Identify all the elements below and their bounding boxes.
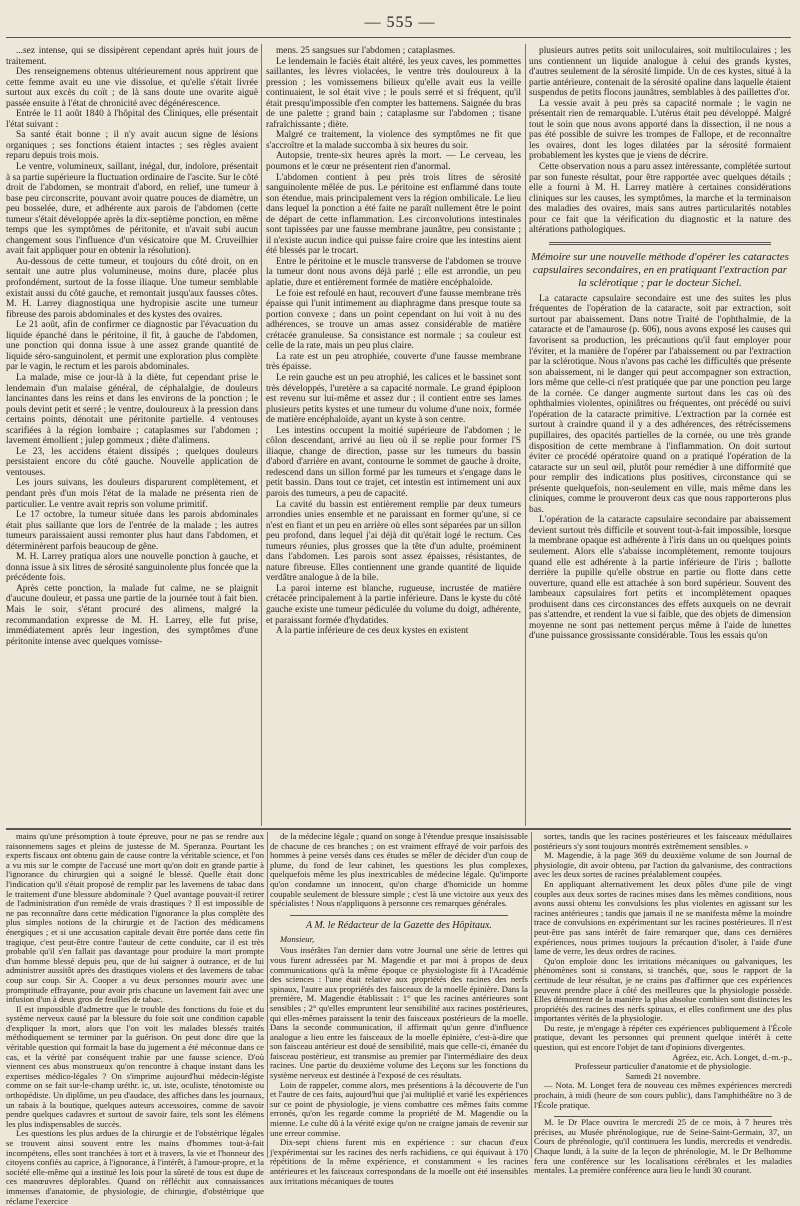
paragraph: Sa santé était bonne ; il n'y avait aucun signe de lésions organiques ; ses fonctions étaient intactes ; ses règles avaient reparu depuis trois mois. — [6, 130, 258, 162]
paragraph: La paroi interne est blanche, rugueuse, incrustée de matière crétacée principalement à la partie inférieure. Dans le kyste du côté gauche existe une tumeur pédiculée du volume du doigt, adhérente, et paraissant formée d'hydatides. — [266, 583, 521, 626]
paragraph: mains qu'une présomption à toute épreuve, pour ne pas se rendre aux raisonnemens sages et pleins de justesse de M. Speranza. Pourtant les experts fiscaux ont obtenu gain de cause contre la véritable science, et l'on a vu mis sur le compte de l'accusé une mort qu'on doit en grande partie à l'ignorance du chirurgien qui a soigné le blessé. Quelle était donc l'indication qu'il s'était proposé de remplir par les lavemens de tabac dans le traitement d'une blessure abdominale ? Quel avantage pouvait-il retirer de l'administration d'un remède de vrais drastiques ? Il est impossible de ne pas reconnaître dans cette médication l'ignorance la plus complète des plus simples notions de la chirurgie et de l'action des médicamens énergiques ; et si une accusation capitale devait être portée dans cette fin tragique, c'est peut-être contre l'auteur de cette conduite, car il est très probable qu'il s'en fallait pas davantage pour produire la mort prompte d'un homme blessé depuis peu, que de lui saigner à outrance, et de lui administrer aussitôt après des drastiques violens et des lavemens de tabac coup sur coup. Sir A. Cooper a vu deux personnes mourir avec une promptitude effrayante, pour avoir pris chacune un lavement fait avec une infusion d'un à deux gros de feuilles de tabac. — [6, 831, 264, 1005]
paragraph: Le rein gauche est un peu atrophié, les calices et le bassinet sont très développés, l'uretère a sa capacité normale. Le grand épiploon est revenu sur lui-même et assez dur ; il contient entre ses lames plusieurs petits kystes et une tumeur du volume d'une noix, formée de matière encéphaloïde, ayant un kyste à son centre. — [266, 372, 521, 426]
fold-rule — [6, 828, 791, 830]
letter-continuation — [534, 832, 792, 1053]
paragraph: La cavité du bassin est entièrement remplie par deux tumeurs arrondies unies ensemble et ne paraissant en former qu'une, si ce n'est en fiant et un peu en arrière où elles sont séparées par un sillon peu profond, dans lequel j'ai déjà dit qu'était logé le rectum. Ces tumeurs réunies, plus grosses que la tête d'un adulte, proéminent dans l'abdomen. Les parois sont assez épaisses, résistantes, de nature fibreuse. Elles contiennent une grande quantité de liquide verdâtre analogue à de la bile. — [266, 499, 521, 584]
paragraph: Au-dessous de cette tumeur, et toujours du côté droit, on en sentait une autre plus volumineuse, moins dure, placée plus profondément, surtout de la fosse iliaque. Une tumeur semblable existait aussi du côté gauche, et remontait jusqu'aux fausses côtes. M. H. Larrey diagnostiqua une hydropisie ascite une tumeur fibreuse des parois abdominales et des kystes des ovaires. — [6, 256, 258, 320]
column-top-2 — [266, 46, 521, 826]
paragraph: Du reste, je m'engage à répéter ces expériences publiquement à l'École pratique, devant les personnes qui prennent quelque intérêt à cette question, qui est encore l'objet de tant d'opinions divergentes. — [534, 1022, 792, 1053]
column-divider — [267, 832, 268, 1158]
letter-date: Samedi 21 novembre. — [625, 1070, 701, 1081]
section-rule — [549, 244, 771, 245]
paragraph: En appliquant alternativement les deux pôles d'une pile de vingt couples aux deux sortes de racines mises dans les mêmes conditions, nous avons aussi obtenu les convulsions les plus violentes en agissant sur les racines antérieures ; tandis que jamais il ne se manifesta même la moindre trace de convulsions en expérimentant sur les racines postérieures. Il n'est peut-être pas sans intérêt de faire remarquer que, dans ces dernières expériences, nous primes toujours la précaution d'isoler, à l'aide d'une lame de verre, les deux ordres de racines. — [534, 878, 792, 957]
column-bottom-2 — [270, 831, 528, 1186]
header-rule — [6, 37, 791, 38]
paragraph: La vessie avait à peu près sa capacité normale ; le vagin ne présentait rien de remarquable. L'utérus était peu développé. Malgré tout le soin que nous avons apporté dans la dissection, il ne nous a pas été possible de suivre les trompes de Fallope, et de reconnaître les ovaires, dont les loges dilatées par la sérosité formaient probablement les kystes que je viens de décrire. — [529, 98, 791, 162]
column-divider — [525, 44, 526, 826]
paragraph: La rate est un peu atrophiée, couverte d'une fausse membrane très épaisse. — [266, 351, 521, 373]
page-number: — 555 — — [364, 14, 436, 31]
paragraph: Les jours suivans, les douleurs disparurent complètement, et pendant près d'un mois l'état de la malade ne présenta rien de particulier. Le ventre avait repris son volume primitif. — [6, 478, 258, 510]
paragraph: Le 17 octobre, la tumeur située dans les parois abdominales était plus saillante que lors de l'entrée de la malade ; les autres tumeurs paraissaient aussi remonter plus haut dans l'abdomen, et déterminèrent parfois beaucoup de gêne. — [6, 510, 258, 552]
paragraph: Cette observation nous a paru assez intéressante, complétée surtout par son funeste résultat, pour être rapportée avec quelques détails ; elle a fourni à M. H. Larrey matière à certaines considérations cliniques sur les causes, les symptômes, la marche et la terminaison des maladies des ovaires, mais sans autres particularités notables pour ce fait que la vérification du diagnostic et la nature des altérations pathologiques. — [529, 162, 791, 236]
article-title: Mémoire sur une nouvelle méthode d'opérer les cataractes capsulaires secondaires, en en pratiquant l'extraction par la sclérotique ; par le docteur Sichel. — [531, 250, 789, 289]
paragraph: Loin de rappeler, comme alors, mes présentions à la découverte de l'un et l'autre de ces faits, aujourd'hui que j'ai multiplié et varié les expériences sur ce point de physiologie, je viens combattre ces mêmes faits comme erronés, qu'on les regarde comme la propriété de M. Magendie ou la mienne. Le culte dû à la vérité exige qu'on ne craigne jamais de revenir sur une erreur commise. — [270, 1079, 528, 1138]
paragraph: Il est impossible d'admettre que le trouble des fonctions du foie et du système nerveux causé par la blessure du foie soit une condition capable d'expliquer la mort, alors que l'on voit les malades blessés traités méthodiquement se terminer par la guérison. On peut donc dire que la véritable question qui formait la base du jugement a été méconnue dans ce cas, et la vérité par conséquent trahie par une fausse science. D'où viennent ces abus monstrueux qu'on rencontre à chaque instant dans les expertises médico-légales ? On s'imprime aujourd'hui médecin-légiste comme on se fait sur-le-champ uréthr. ic, ut. iste, oculiste, ténotomiste ou orthopédiste. Un diplôme, un peu d'audace, des affiches dans les journaux, un rabais à la boutique, quelques auteurs accessoires, comme de savoir pendre quelques cadavres et surtout de savoir faire, tels sont les élémens les plus indispensables de succès. — [6, 1003, 264, 1129]
paragraph: Le foie est refoulé en haut, recouvert d'une fausse membrane très épaisse qui l'unit intimement au diaphragme dans presque toute sa portion convexe ; dans un point cependant on lui voit à nu des adhérences, se trouve un amas assez considérable de matière crétacée granuleuse. Sa consistance est normale ; sa couleur est celle de la rate, mais un peu plus claire. — [266, 288, 521, 352]
paragraph: Qu'on emploie donc les irritations mécaniques ou galvaniques, les phénomènes sont si constans, si tranchés, que, sous le rapport de la certitude de leur résultat, je ne crains pas d'affirmer que ces expériences peuvent prendre place à côté des meilleures que la physiologie possède. Elles démontrent de la manière la plus absolue combien sont distinctes les propriétés des racines des nerfs spinaux, et elles confirment une des plus importantes vérités de la physiologie. — [534, 955, 792, 1024]
medicolegal-conclusion — [270, 832, 528, 909]
letter-signature: Agréez, etc. Ach. Longet, d.-m.-p., — [672, 1051, 792, 1062]
column-divider — [261, 44, 262, 826]
paragraph: de la médecine légale ; quand on songe à l'étendue presque insaisissable de chacune de ces branches ; on est vraiment effrayé de voir parfois des hommes à peine versés dans ces études se mêler de décider d'un coup de plume, du fond de leur cabinet, les questions les plus complexes, quelquefois même les plus inextricables de médecine légale. Qu'importe qu'on condamne un innocent, qu'on charge d'homicide un homme coupable seulement de blessure simple ; c'est là une victoire aux yeux des spécialistes ! Nous n'appliquons à personne ces remarques générales. — [270, 831, 528, 909]
paragraph: A la partie inférieure de ces deux kystes en existent — [276, 626, 469, 637]
letter-salutation: Monsieur, — [280, 933, 315, 944]
paragraph: plusieurs autres petits soit uniloculaires, soit multiloculaires ; les uns contiennent un liquide analogue à celui des grands kystes, d'autres seulement de la sérosité limpide. Un de ces kystes, situé à la partie antérieure, contenait de la sérosité opaline dans laquelle étaient suspendus de petits flocons jaunâtres, semblables à des paillettes d'or. — [529, 46, 791, 99]
paragraph: La cataracte capsulaire secondaire est une des suites les plus fréquentes de l'opération de la cataracte, soit par extraction, soit surtout par abaissement. Dans notre Traité de l'ophthalmie, de la cataracte et de l'amaurose (p. 606), nous avons exposé les causes qui favorisent sa production, les précautions qu'il faut employer pour l'éviter, et la manière de l'opérer par l'abaissement ou par l'extraction par la sclérotique. Nous n'avons pas caché les difficultés que présente son abaissement, ni le danger qui peut accompagner son extraction, lors même que celle-ci n'est pratiquée que par une ponction peu large de la cornée. Ce danger augmente surtout dans les cas où des ophthalmies violentes, opiniâtres ou fréquentes, ont précédé ou suivi l'opération de la cataracte primitive. L'extraction par la cornée est surtout à craindre quand il y a des adhérences, des rétrécissemens pupillaires, des opacités partielles de la cornée, ou une très grande disposition de cette membrane à l'inflammation. On doit surtout éviter ce procédé opératoire quand on a pratiqué l'opération de la cataracte sur un seul œil, plutôt pour remédier à une difformité que pour remplir des indications plus positives, circonstance qui se présente quelquefois, non-seulement en ville, mais même dans les cliniques, comme le prouveront deux cas que nous rapporterons plus bas. — [529, 293, 791, 515]
paragraph: Entre le péritoine et le muscle transverse de l'abdomen se trouve la tumeur dont nous avons déjà parlé ; elle est arrondie, un peu aplatie, dure et entièrement formée de matière encéphaloïde. — [266, 256, 521, 289]
paragraph: Les intestins occupent la moitié supérieure de l'abdomen ; le côlon descendant, arrivé au lieu où il se replie pour former l'S iliaque, change de direction, passe sur les tumeurs du bassin d'abord d'arrière en avant, contourne le sommet de gauche à droite, redescend dans un sillon formé par les tumeurs et s'engage dans le petit bassin. Dans tout ce trajet, cet intestin est intimement uni aux parois des tumeurs, a peu de capacité. — [266, 425, 521, 499]
paragraph: sortes, tandis que les racines postérieures et les faisceaux médullaires postérieurs s'y sont toujours montrés extrêmement sensibles. » — [534, 831, 792, 851]
column-bottom-3 — [534, 831, 792, 1176]
paragraph: L'opération de la cataracte capsulaire secondaire par abaissement devient surtout très difficile et souvent tout-à-fait impossible, lorsque la membrane opaque est adhérente à l'iris dans un ou quelques points seulement. Alors elle s'abaisse incomplètement, remonte toujours quand elle est adhérente à la partie inférieure de l'iris ; ballotte derrière la pupille qu'elle obstrue en partie ou flotte dans cette ouverture, quand elle est attachée à son bord supérieur. Souvent des lambeaux capsulaires fort petits et incomplètement opaques produisent dans ces circonstances des effets auxquels on ne devrait pas s'attendre, et rendent la vue si faible, que des objets de dimension moyenne ne sont pas nettement perçus même à l'aide de lunettes d'une puissance grossissante considérable. Tous les essais qu'on — [529, 515, 791, 642]
paragraph: L'abdomen contient à peu près trois litres de sérosité sanguinolente mêlée de pus. Le péritoine est enflammé dans toute son étendue, mais principalement vers la région ombilicale. Le lieu dans lequel la ponction a été faite ne paraît nullement être le point de départ de cette inflammation. Les circonvolutions intestinales sont tapissées par une fausse membrane jaunâtre, peu consistante ; il n'existe aucun indice qui puisse faire croire que les intestins aient été blessés par le trocart. — [266, 172, 521, 257]
paragraph: Le 23, les accidens étaient dissipés ; quelques douleurs persistaient encore du côté gauche. Nouvelle application de ventouses. — [6, 446, 258, 478]
signature-title: Professeur particulier d'anatomie et de physiologie. — [574, 1061, 752, 1072]
paragraph: M. Magendie, à la page 369 du deuxième volume de son Journal de physiologie, dit avoir obtenu, par l'action du galvanisme, des contractions avec les deux sortes de racines préalablement coupées. — [534, 850, 792, 880]
course-announcement: M. le Dr Place ouvrira le mercredi 25 de ce mois, à 7 heures très précises, au Musée phrénologique, rue de Seine-Saint-Germain, 37, un Cours de phrénologie, qu'il continuera les lundis, mercredis et vendredis. Chaque lundi, à la suite de la leçon de phrénologie, M. le Dr Belhomme fera une conférence sur les localisations cérébrales et les maladies mentales. La première conférence aura lieu le lundi 30 courant. — [534, 1117, 792, 1176]
article-body — [529, 294, 791, 642]
section-rule — [549, 242, 771, 243]
paragraph: Entrée le 11 août 1840 à l'hôpital des Cliniques, elle présentait l'état suivant : — [6, 109, 258, 130]
nota-paragraph: — Nota. M. Longet fera de nouveau ces mêmes expériences mercredi prochain, à midi (heure de son cours public), dans l'amphithéâtre no 3 de l'École pratique. — [534, 1080, 792, 1110]
column-bottom-1 — [6, 831, 264, 1206]
paragraph: Le ventre, volumineux, saillant, inégal, dur, indolore, présentait à sa partie supérieure la fluctuation ordinaire de l'ascite. Sur le côté droit de l'abdomen, se montrait d'abord, en relief, une tumeur à base peu circonscrite, pouvant avoir quatre pouces de diamètre, un peu bosselée, dure, et adhérente aux parois de l'abdomen (cette tumeur s'était développée après la dix-septième ponction, en même temps que les symptômes de péritonite, et n'avait subi aucun changement sous l'influence d'un vésicatoire que M. Cruveilhier avait fait appliquer pour en obtenir la résolution). — [6, 162, 258, 257]
paragraph: La malade, mise ce jour-là à la diète, fut cependant prise le lendemain d'un malaise général, de céphalalgie, de douleurs lancinantes dans les reins et dans les environs de la ponction ; le pouls devint petit et serré ; le ventre, douloureux à la pression dans certains points, dénotait une péritonite partielle. 4 ventouses scarifiées à la région lombaire ; cataplasmes sur l'abdomen ; lavement émollient ; julep gommeux ; diète d'alimens. — [6, 372, 258, 447]
column-top-3 — [529, 46, 791, 826]
section-rule — [290, 915, 508, 916]
paragraph: Vous insérâtes l'an dernier dans votre Journal une série de lettres qui vous furent adressées par M. Magendie et par moi à propos de deux communications qu'à la même époque ce physiologiste fit à l'Académie des sciences : l'une était relative aux propriétés des racines des nerfs spinaux, l'autre aux propriétés des faisceaux de la moelle épinière. Dans la première, M. Magendie établissait : 1° que les racines antérieures sont sensibles ; 2° qu'elles empruntent leur sensibilité aux racines postérieures, qui elles-mêmes paraissent la tenir des faisceaux postérieurs de la moelle. Dans la seconde communication, il affirmait qu'un genre d'influence analogue a lieu entre les faisceaux de la moelle épinière, c'est-à-dire que son faisceau antérieur est doué de sensibilité, mais que celle-ci, émanée du faisceau postérieur, est transmise au premier par l'intermédiaire des deux racines. Une partie du deuxième volume des Leçons sur les fonctions du système nerveux est destinée à l'exposé de ces résultats. — [270, 945, 528, 1081]
letter-body — [270, 946, 528, 1186]
paragraph: Les questions les plus ardues de la chirurgie et de l'obstétrique légales se trouvent ainsi souvent entre les mains d'hommes tout-à-fait incompétens, elles sont tranchées à tort et à travers, la vie et l'honneur des citoyens confiés au caprice, à l'ignorance, à l'intérêt, à l'amour-propre, et la société elle-même qui a institué les lois pour la sûreté de tous est dupe de ces manœuvres déplorables. Quand on réfléchit aux connaissances immenses d'anatomie, de physiologie, de chirurgie, d'obstétrique que réclame l'exercice — [6, 1128, 264, 1206]
paragraph: mens. 25 sangsues sur l'abdomen ; cataplasmes. — [276, 46, 456, 56]
paragraph: ...sez intense, qui se dissipèrent cependant après huit jours de traitement. — [6, 46, 258, 67]
paragraph: Autopsie, trente-six heures après la mort. — Le cerveau, les poumons et le cœur ne présentent rien d'anormal. — [266, 151, 521, 173]
paragraph: M. H. Larrey pratiqua alors une nouvelle ponction à gauche, et donna issue à six litres de sérosité sanguinolente plus foncée que la précédente fois. — [6, 552, 258, 584]
column-divider — [531, 832, 532, 1158]
column-top-1 — [6, 46, 258, 826]
paragraph: Malgré ce traitement, la violence des symptômes ne fit que s'accroître et la malade succomba à six heures du soir. — [266, 130, 521, 151]
paragraph: Dix-sept chiens furent mis en expérience : sur chacun d'eux j'expérimentai sur les racines des nerfs rachidiens, ce qui équivaut à 170 répétitions de la même expérience, et constamment « les racines antérieures et les faisceaux correspondans de la moelle ont été insensibles aux irritations mécaniques de toutes — [270, 1137, 528, 1186]
observation-conclusion — [529, 46, 791, 236]
paragraph: Le 21 août, afin de confirmer ce diagnostic par l'évacuation du liquide épanché dans le péritoine, il fit, à gauche de l'abdomen, une ponction qui donna issue à une assez grande quantité de liquide séro-sanguinolent, et permit une exploration plus complète par le vagin, le rectum et les parois abdominales. — [6, 320, 258, 373]
paragraph: Le lendemain le faciès était altéré, les yeux caves, les pommettes saillantes, les lèvres violacées, le ventre très douloureux à la pression ; les vomissemens bilieux qu'elle avait eus la veille continuaient, le sol était vive ; le pouls serré et si fréquent, qu'il était presqu'impossible d'en compter les battemens. Saignée du bras de une palette ; grand bain ; cataplasme sur l'abdomen ; tisane rafraîchissante ; diète. — [266, 56, 521, 130]
paragraph: Après cette ponction, la malade fut calme, ne se plaignit d'aucune douleur, et passa une partie de la journée tout à fait bien. Mais le soir, s'étant procuré des alimens, malgré la recommandation expresse de M. H. Larrey, elle fut prise, immédiatement après leur ingestion, des symptômes d'une péritonite intense avec quelques vomisse- — [6, 583, 258, 647]
letter-heading: A M. le Rédacteur de la Gazette des Hôpitaux. — [306, 919, 492, 931]
paragraph: Des renseignemens obtenus ultérieurement nous apprirent que cette femme avait eu une vie dissolue, et qu'elle s'était livrée surtout aux excès du coït ; de là sans doute une ovarite aiguë passée ensuite à l'état de chronicité avec dégénérescence. — [6, 67, 258, 109]
